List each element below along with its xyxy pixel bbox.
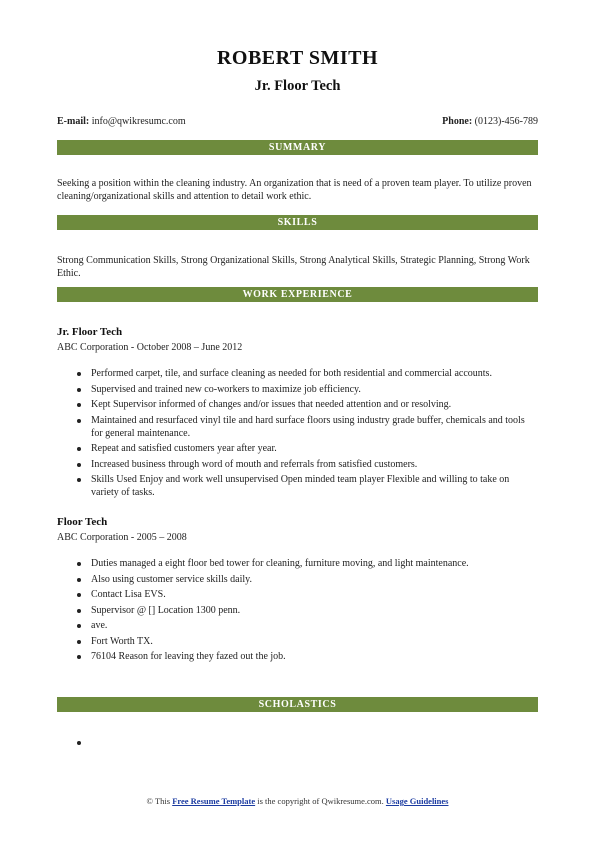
work-experience-header (57, 287, 538, 302)
list-item: Performed carpet, tile, and surface cleaning as needed for both residential and commercial accounts. (57, 367, 538, 380)
list-item: Kept Supervisor informed of changes and/or issues that needed attention and or resolving. (57, 398, 538, 411)
list-item: Increased business through word of mouth and referrals from satisfied customers. (57, 458, 538, 471)
list-item: Supervised and trained new co-workers to maximize job efficiency. (57, 383, 538, 396)
list-item: Duties managed a eight floor bed tower for cleaning, furniture moving, and light maintenance. (57, 557, 538, 570)
summary-text: Seeking a position within the cleaning industry. An organization that is need of a proven team player. To utilize proven cleaning/organizational skills and attention to detail work ethic. (57, 178, 532, 202)
list-item: Maintained and resurfaced vinyl tile and hard surface floors using industry grade buffer, chemicals and tools for general maintenance. (57, 414, 538, 440)
usage-guidelines-link[interactable]: Usage Guidelines (385, 796, 449, 806)
email-value[interactable]: info@qwikresumc.com (91, 116, 186, 127)
scholastics-header-label: SCHOLASTICS (258, 699, 337, 710)
summary-header-label: SUMMARY (268, 142, 327, 153)
job-title: Jr. Floor Tech (57, 326, 123, 338)
job-title: Floor Tech (57, 516, 108, 528)
list-item: 76104 Reason for leaving they fazed out the job. (57, 650, 538, 663)
candidate-title: Jr. Floor Tech (254, 78, 341, 94)
phone-label: Phone: (442, 116, 473, 127)
job-company-dates: ABC Corporation - October 2008 – June 2012 (57, 342, 243, 353)
free-resume-template-link[interactable]: Free Resume Template (172, 796, 256, 806)
skills-header-label: SKILLS (277, 217, 318, 228)
list-item: Supervisor @ [] Location 1300 penn. (57, 604, 538, 617)
candidate-name: ROBERT SMITH (216, 47, 379, 69)
email-label: E-mail: (57, 116, 90, 127)
email-line (57, 116, 186, 127)
copyright-footer (0, 796, 595, 806)
job-duties-list (57, 367, 538, 502)
list-item: Fort Worth TX. (57, 635, 538, 648)
list-item: Skills Used Enjoy and work well unsupervised Open minded team player Flexible and willing to take on variety of tasks. (57, 473, 538, 499)
skills-header (57, 215, 538, 230)
scholastics-header (57, 697, 538, 712)
phone-line (442, 116, 538, 127)
job-duties-list (57, 557, 538, 666)
job-company-dates: ABC Corporation - 2005 – 2008 (57, 532, 187, 543)
summary-header (57, 140, 538, 155)
scholastics-list (57, 736, 538, 752)
list-item: ave. (57, 619, 538, 632)
footer-middle: is the copyright of Qwikresume.com. (255, 796, 386, 806)
skills-text: Strong Communication Skills, Strong Organizational Skills, Strong Analytical Skills, Strategic Planning, Strong Work Ethic. (57, 255, 530, 279)
work-experience-header-label: WORK EXPERIENCE (242, 289, 353, 300)
list-item: Also using customer service skills daily. (57, 573, 538, 586)
list-item (57, 736, 538, 749)
phone-value: (0123)-456-789 (474, 116, 538, 127)
list-item: Contact Lisa EVS. (57, 588, 538, 601)
footer-prefix: © This (146, 796, 173, 806)
list-item: Repeat and satisfied customers year after year. (57, 442, 538, 455)
